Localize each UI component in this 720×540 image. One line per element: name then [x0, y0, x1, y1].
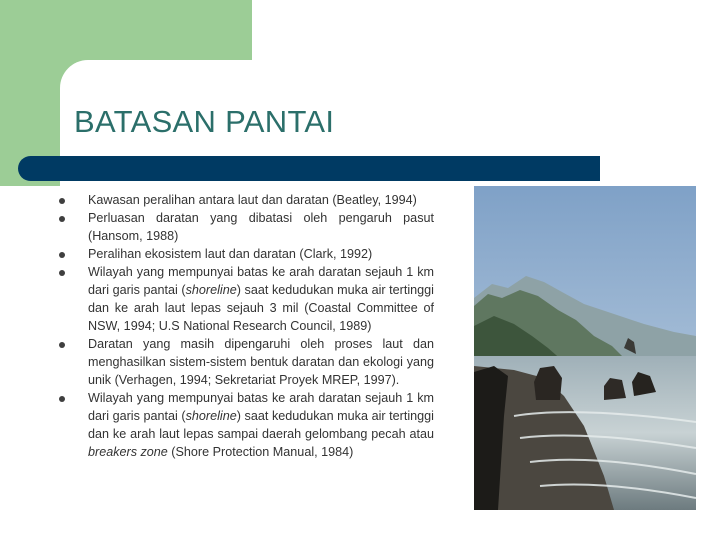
- bullet-italic-text: shoreline: [185, 409, 237, 423]
- bullet-item: [56, 335, 434, 389]
- bullet-text: Kawasan peralihan antara laut dan daratan (Beatley, 1994): [88, 193, 417, 207]
- bullet-dot-icon: [59, 396, 65, 402]
- bullet-item: [56, 209, 434, 245]
- bullet-text: Daratan yang masih dipengaruhi oleh proses laut dan menghasilkan sistem-sistem bentuk daratan dan ekologi yang unik (Verhagen, 1994; Sekretariat Proyek MREP, 1997).: [88, 337, 434, 387]
- bullet-text: ) saat kedudukan muka air tertinggi dan ke arah laut lepas sejauh 3 mil (Coastal Committee of NSW, 1994; U.S National Research Council, 1989): [88, 283, 434, 333]
- bullet-text: Wilayah yang mempunyai batas ke arah daratan sejauh 1 km dari garis pantai (: [88, 391, 434, 423]
- bullet-dot-icon: [59, 198, 65, 204]
- bullet-text: Peralihan ekosistem laut dan daratan (Clark, 1992): [88, 247, 373, 261]
- bullet-dot-icon: [59, 342, 65, 348]
- bullet-dot-icon: [59, 252, 65, 258]
- bullet-text: (Shore Protection Manual, 1984): [167, 445, 354, 459]
- bullet-dot-icon: [59, 216, 65, 222]
- bullet-item: [56, 389, 434, 461]
- bullet-item: [56, 245, 434, 263]
- bullet-dot-icon: [59, 270, 65, 276]
- slide-title: BATASAN PANTAI: [74, 104, 335, 139]
- bullet-item: [56, 191, 434, 209]
- bullet-italic-text: breakers zone: [88, 445, 168, 459]
- bullet-item: [56, 263, 434, 335]
- bullet-list: [56, 191, 434, 461]
- coastline-photo: [474, 186, 696, 510]
- bullet-text: Perluasan daratan yang dibatasi oleh pengaruh pasut (Hansom, 1988): [88, 211, 434, 243]
- bullet-text: ) saat kedudukan muka air tertinggi dan ke arah laut lepas sampai daerah gelombang pecah atau: [88, 409, 434, 441]
- bullet-text: Wilayah yang mempunyai batas ke arah daratan sejauh 1 km dari garis pantai (: [88, 265, 434, 297]
- title-divider-bar: [18, 156, 600, 181]
- bullet-italic-text: shoreline: [185, 283, 237, 297]
